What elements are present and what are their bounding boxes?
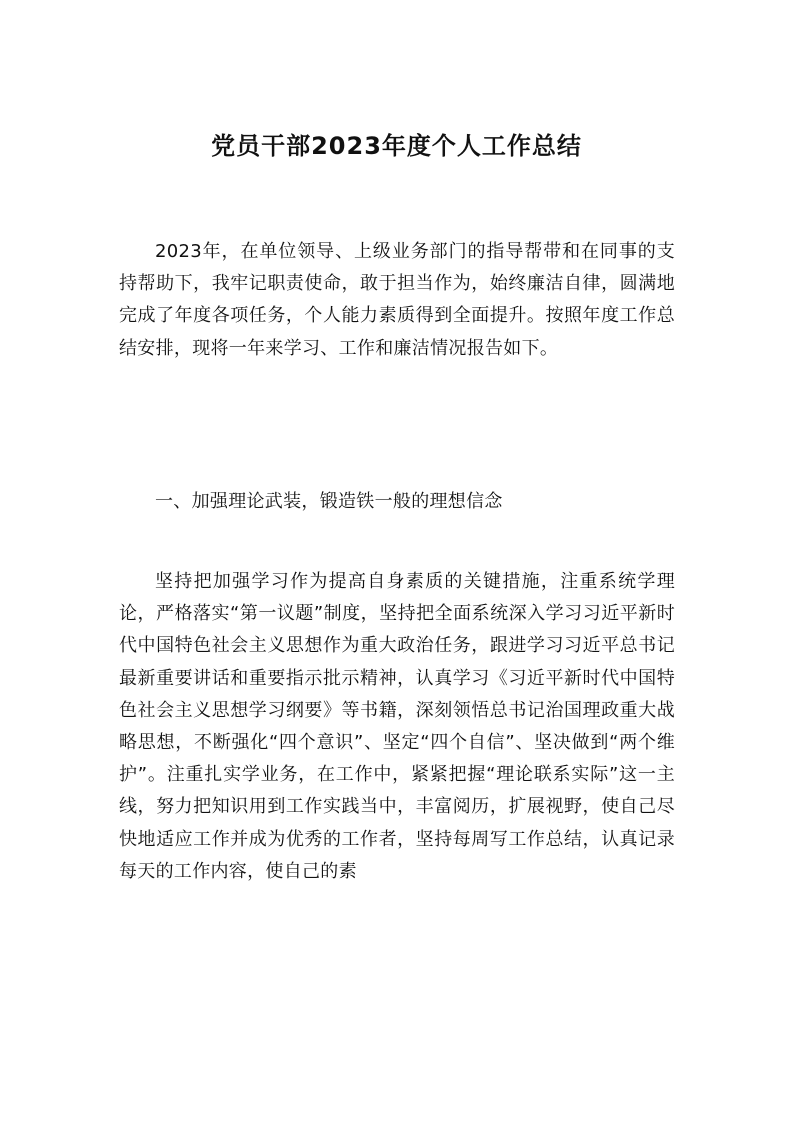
body-paragraph: 坚持把加强学习作为提高自身素质的关键措施，注重系统学理论，严格落实“第一议题”制度，坚持把全面系统深入学习习近平新时代中国特色社会主义思想作为重大政治任务，跟进学习习近平总书记最新重要讲话和重要指示批示精神，认真学习《习近平新时代中国特色社会主义思想学习纲要》等书籍，深刻领悟总书记治国理政重大战略思想，不断强化“四个意识”、坚定“四个自信”、坚决做到“两个维护”。注重扎实学业务，在工作中，紧紧把握“理论联系实际”这一主线，努力把知识用到工作实践当中，丰富阅历，扩展视野，使自己尽快地适应工作并成为优秀的工作者，坚持每周写工作总结，认真记录每天的工作内容，使自己的素 (119, 571, 675, 882)
intro-paragraph: 2023年，在单位领导、上级业务部门的指导帮带和在同事的支持帮助下，我牢记职责使命，敢于担当作为，始终廉洁自律，圆满地完成了年度各项任务，个人能力素质得到全面提升。按照年度工作总结安排，现将一年来学习、工作和廉洁情况报告如下。 (119, 241, 675, 359)
section-heading: 一、加强理论武装，锻造铁一般的理想信念 (155, 491, 503, 512)
document-title: 党员干部2023年度个人工作总结 (211, 132, 582, 160)
